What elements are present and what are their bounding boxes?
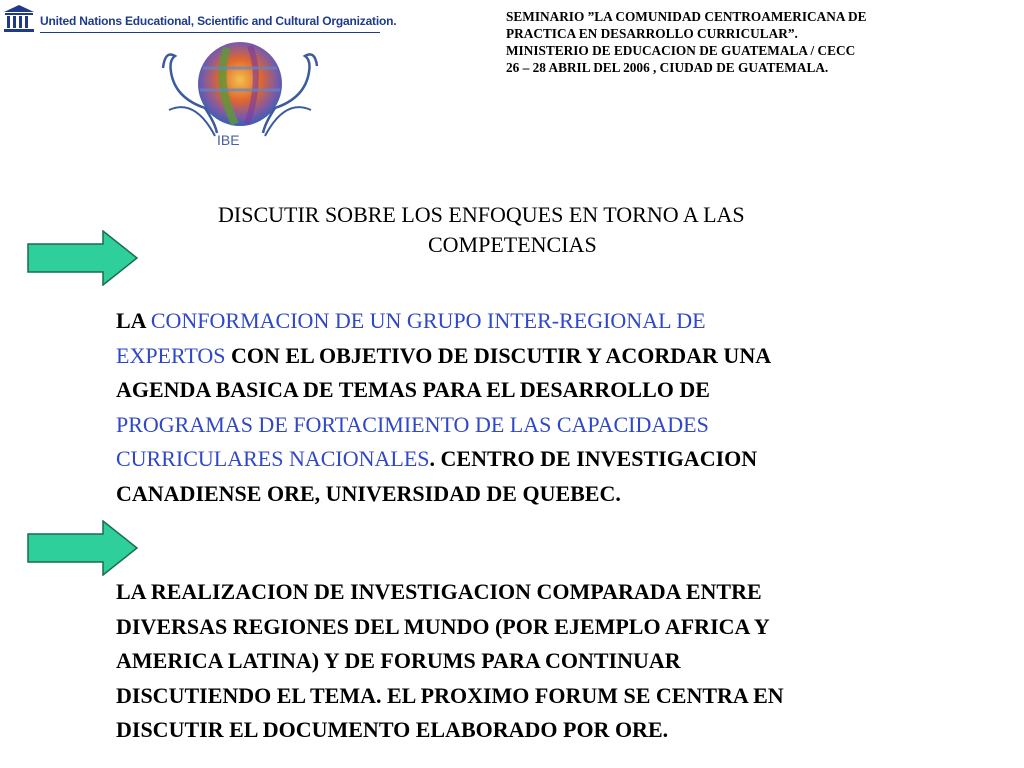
unesco-org-name: United Nations Educational, Scientific and Cultural Organization. (40, 14, 397, 28)
para1-line: AGENDA BASICA DE TEMAS PARA EL DESARROLLO DE (116, 377, 710, 402)
para2-line: DISCUTIENDO EL TEMA. EL PROXIMO FORUM SE CENTRA EN (116, 682, 784, 708)
para2-line: LA REALIZACION DE INVESTIGACION COMPARADA ENTRE (116, 579, 762, 604)
para1-line: CANADIENSE ORE, UNIVERSIDAD DE QUEBEC. (116, 480, 621, 506)
text-segment: . CENTRO DE INVESTIGACION (429, 446, 758, 471)
seminar-line: SEMINARIO ”LA COMUNIDAD CENTROAMERICANA DE (506, 9, 867, 24)
para1-line (116, 339, 1016, 374)
paragraph-1 (116, 304, 1016, 511)
seminar-line: 26 – 28 ABRIL DEL 2006 , CIUDAD DE GUATEMALA. (506, 60, 829, 75)
seminar-line: MINISTERIO DE EDUCACION DE GUATEMALA / CECC (506, 43, 856, 58)
unesco-underline (40, 32, 380, 33)
highlight-text: CURRICULARES NACIONALES (116, 446, 430, 471)
ibe-label: IBE (217, 132, 240, 148)
text-segment: CON EL OBJETIVO DE DISCUTIR Y ACORDAR UNA (225, 342, 772, 368)
para2-line: AMERICA LATINA) Y DE FORUMS PARA CONTINUAR (116, 648, 681, 673)
seminar-header (506, 8, 1006, 76)
highlight-text: EXPERTOS (116, 342, 226, 368)
text-segment: LA (116, 308, 151, 333)
ibe-globe-logo (155, 38, 325, 150)
slide-title (218, 200, 1018, 260)
unesco-logo (2, 4, 397, 34)
highlight-text: CONFORMACION DE UN GRUPO INTER-REGIONAL DE (150, 308, 706, 333)
paragraph-2 (116, 575, 1016, 748)
right-arrow-icon (27, 230, 139, 286)
para1-line (116, 304, 1016, 339)
right-arrow-icon (27, 520, 139, 576)
para2-line: DIVERSAS REGIONES DEL MUNDO (POR EJEMPLO AFRICA Y (116, 613, 770, 639)
para1-line (116, 442, 1016, 477)
title-line-1: DISCUTIR SOBRE LOS ENFOQUES EN TORNO A LAS (218, 202, 745, 227)
para2-line: DISCUTIR EL DOCUMENTO ELABORADO POR ORE. (116, 717, 669, 742)
title-line-2: COMPETENCIAS (428, 232, 597, 257)
unesco-temple-icon (2, 4, 36, 34)
seminar-line: PRACTICA EN DESARROLLO CURRICULAR”. (506, 26, 798, 41)
para1-line: PROGRAMAS DE FORTACIMIENTO DE LAS CAPACIDADES (116, 411, 709, 437)
